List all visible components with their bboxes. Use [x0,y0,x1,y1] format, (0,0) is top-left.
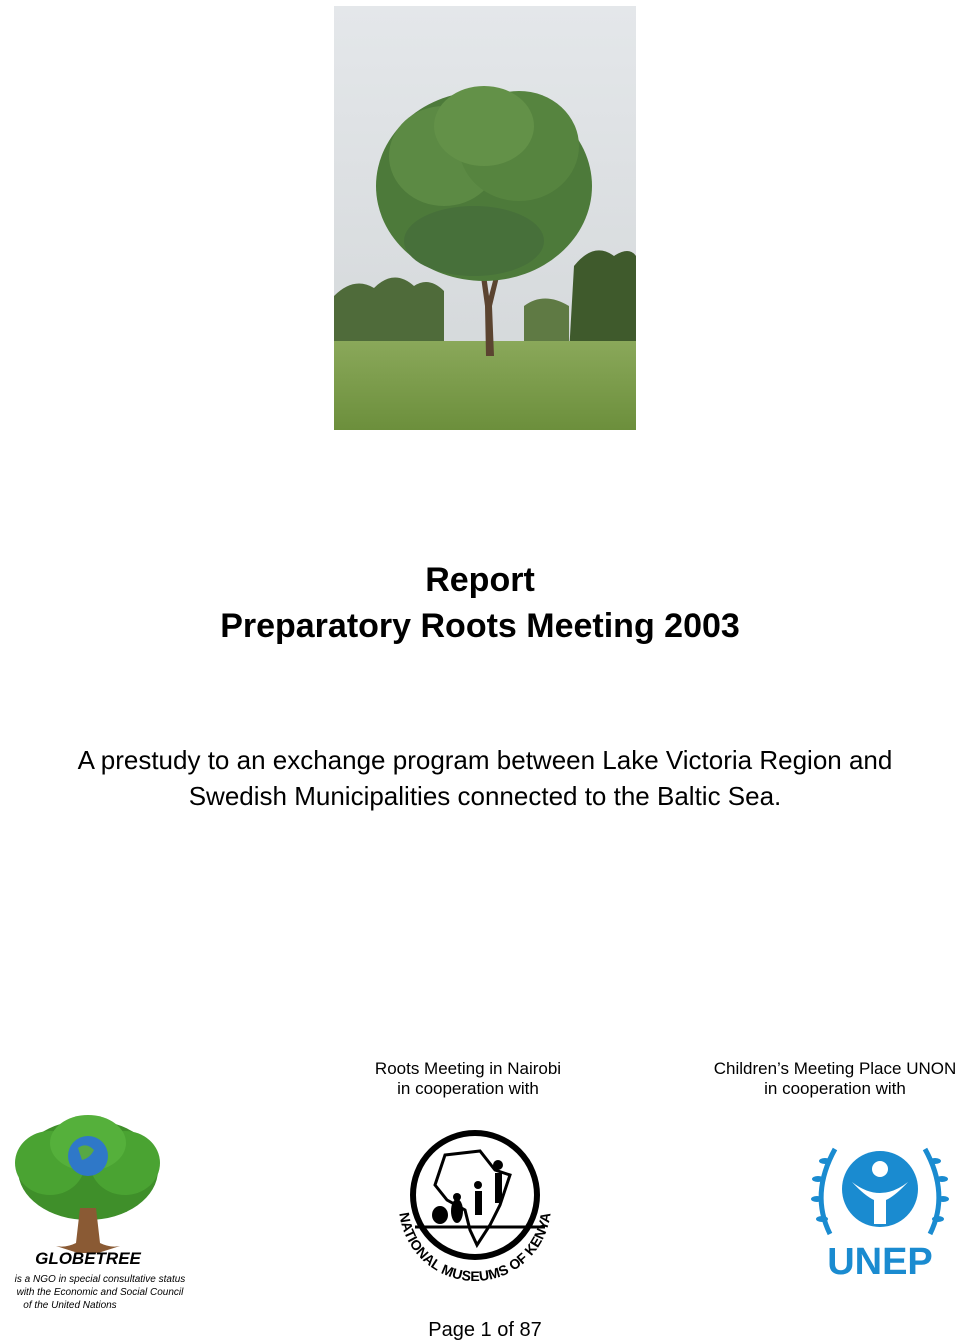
caption-nairobi-line-2: in cooperation with [397,1079,539,1098]
description-line-1: A prestudy to an exchange program between Lake Victoria Region and [77,745,893,775]
unep-wordmark: UNEP [827,1241,933,1283]
globetree-tagline-2: with the Economic and Social Council [16,1287,184,1298]
cover-photo-acacia-tree [334,6,636,430]
globetree-tagline-1: is a NGO in special consultative status [14,1274,186,1285]
national-museums-kenya-logo [385,1115,565,1295]
globetree-logo [0,1108,210,1312]
caption-roots-meeting-nairobi [320,1059,616,1099]
report-subtitle-heading: Preparatory Roots Meeting 2003 [220,607,740,645]
globetree-name: GLOBETREE [35,1249,141,1268]
caption-unon-line-2: in cooperation with [764,1079,906,1098]
unep-logo [800,1124,960,1284]
globetree-tagline-3: of the United Nations [23,1300,117,1311]
caption-nairobi-line-1: Roots Meeting in Nairobi [374,1059,562,1078]
museums-arc-text: NATIONAL MUSEUMS OF KENYA [396,1211,554,1285]
report-title: Report [425,561,535,599]
description-line-2: Swedish Municipalities connected to the Baltic Sea. [188,781,782,811]
caption-childrens-meeting-unon [690,1059,960,1099]
caption-unon-line-1: Children’s Meeting Place UNON [713,1059,957,1078]
page-number: Page 1 of 87 [428,1319,542,1341]
